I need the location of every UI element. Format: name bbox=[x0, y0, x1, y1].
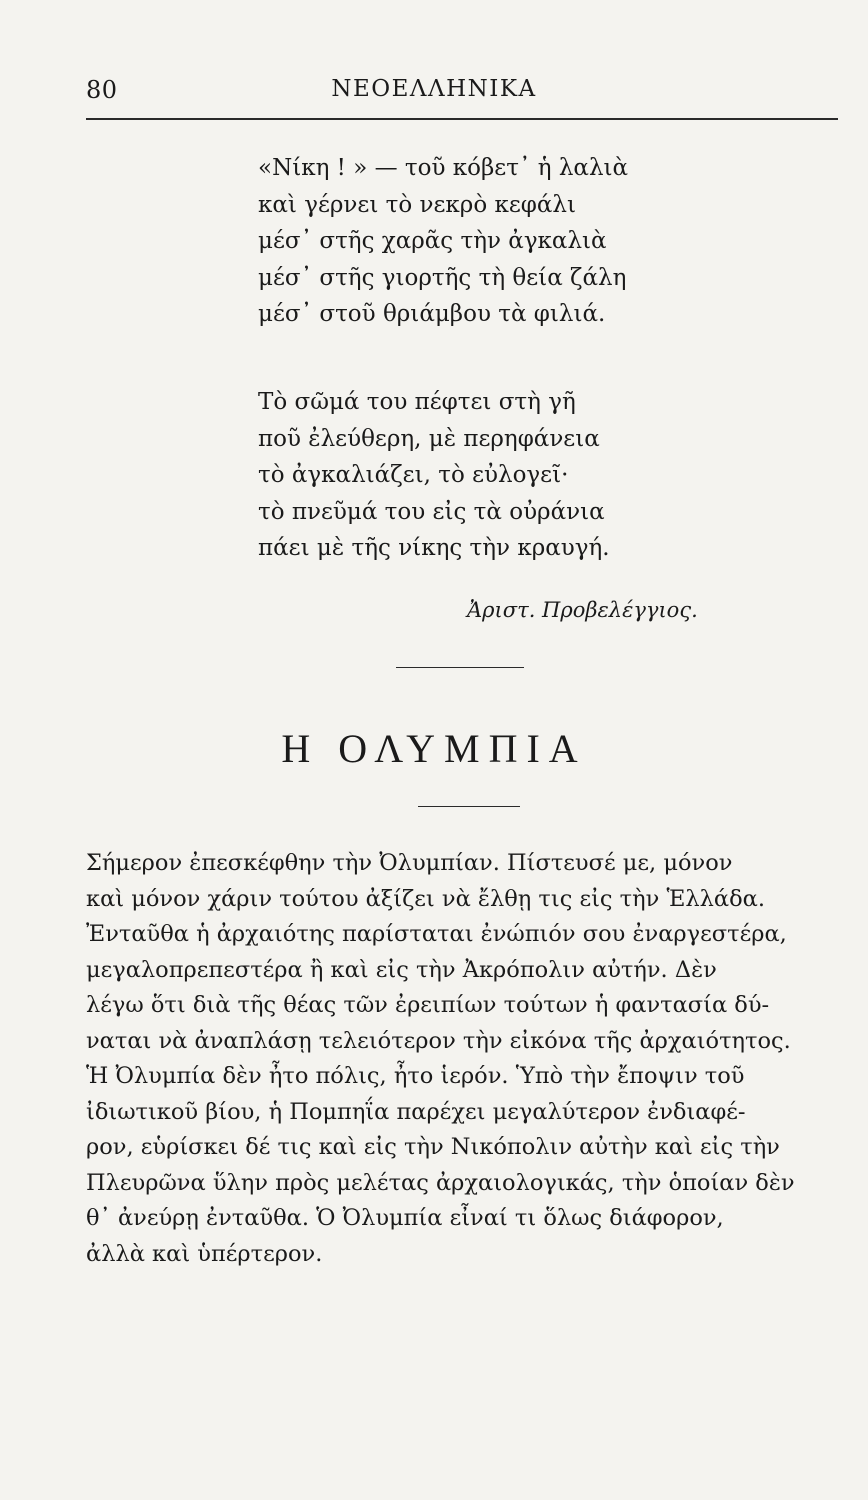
paragraph-line: Πλευρῶνα ὕλην πρὸς μελέτας ἀρχαιολογικάς, τὴν ὁποίαν δὲν bbox=[86, 1169, 795, 1196]
poem-line: μέσ᾽ στῆς γιορτῆς τὴ θεία ζάλη bbox=[258, 264, 627, 291]
header-rule bbox=[86, 118, 838, 120]
poem-line: τὸ πνεῦμά του εἰς τὰ οὐράνια bbox=[258, 498, 605, 525]
poem-line: πάει μὲ τῆς νίκης τὴν κραυγή. bbox=[258, 535, 610, 561]
paragraph-line: Ἡ Ὀλυμπία δὲν ἦτο πόλις, ἦτο ἱερόν. Ὑπὸ τὴν ἔποψιν τοῦ bbox=[86, 1063, 745, 1089]
article-paragraph bbox=[86, 846, 846, 1272]
running-head: ΝΕΟΕΛΛΗΝΙΚΑ bbox=[331, 76, 537, 102]
section-divider-top bbox=[396, 667, 524, 668]
paragraph-line: Ἐνταῦθα ἡ ἀρχαιότης παρίσταται ἐνώπιόν σου ἐναργεστέρα, bbox=[86, 921, 787, 947]
poem-stanza-1 bbox=[258, 150, 628, 333]
poem-line: τὸ ἀγκαλιάζει, τὸ εὐλογεῖ· bbox=[258, 462, 569, 488]
poem-stanza-2 bbox=[258, 384, 610, 567]
paragraph-line: λέγω ὅτι διὰ τῆς θέας τῶν ἐρειπίων τούτων ἡ φαντασία δύ- bbox=[86, 992, 770, 1018]
poem-line: μέσ᾽ στοῦ θριάμβου τὰ φιλιά. bbox=[258, 301, 606, 327]
paragraph-line: ἰδιωτικοῦ βίου, ἡ Πομπηΐα παρέχει μεγαλύτερον ἐνδιαφέ- bbox=[86, 1098, 746, 1125]
section-title: Η ΟΛΥΜΠΙΑ bbox=[281, 726, 587, 771]
poem-line: «Νίκη ! » — τοῦ κόβετ᾽ ἡ λαλιὰ bbox=[258, 155, 629, 181]
section-divider-bottom bbox=[418, 806, 520, 807]
paragraph-line: ρον, εὑρίσκει δέ τις καὶ εἰς τὴν Νικόπολιν αὐτὴν καὶ εἰς τὴν bbox=[86, 1134, 780, 1160]
poem-line: ποῦ ἐλεύθερη, μὲ περηφάνεια bbox=[258, 425, 600, 452]
paragraph-line: ναται νὰ ἀναπλάσῃ τελειότερον τὴν εἰκόνα τῆς ἀρχαιότητος. bbox=[86, 1027, 791, 1054]
paragraph-line: Σήμερον ἐπεσκέφθην τὴν Ὀλυμπίαν. Πίστευσέ με, μόνον bbox=[86, 850, 733, 876]
paragraph-line: θ᾽ ἀνεύρῃ ἐνταῦθα. Ὁ Ὀλυμπία εἶναί τι ὅλως διάφορον, bbox=[86, 1205, 724, 1231]
poem-line: Τὸ σῶμά του πέφτει στὴ γῆ bbox=[258, 389, 576, 415]
poem-author-signature: Ἀριστ. Προβελέγγιος. bbox=[467, 598, 698, 622]
poem-line: καὶ γέρνει τὸ νεκρὸ κεφάλι bbox=[258, 191, 577, 218]
poem-line: μέσ᾽ στῆς χαρᾶς τὴν ἀγκαλιὰ bbox=[258, 228, 607, 254]
paragraph-line: ἀλλὰ καὶ ὑπέρτερον. bbox=[86, 1240, 323, 1267]
paragraph-line: καὶ μόνον χάριν τούτου ἀξίζει νὰ ἔλθῃ τις εἰς τὴν Ἑλλάδα. bbox=[86, 885, 765, 912]
page-number: 80 bbox=[86, 76, 118, 104]
paragraph-line: μεγαλοπρεπεστέρα ἢ καὶ εἰς τὴν Ἀκρόπολιν αὐτήν. Δὲν bbox=[86, 956, 717, 983]
